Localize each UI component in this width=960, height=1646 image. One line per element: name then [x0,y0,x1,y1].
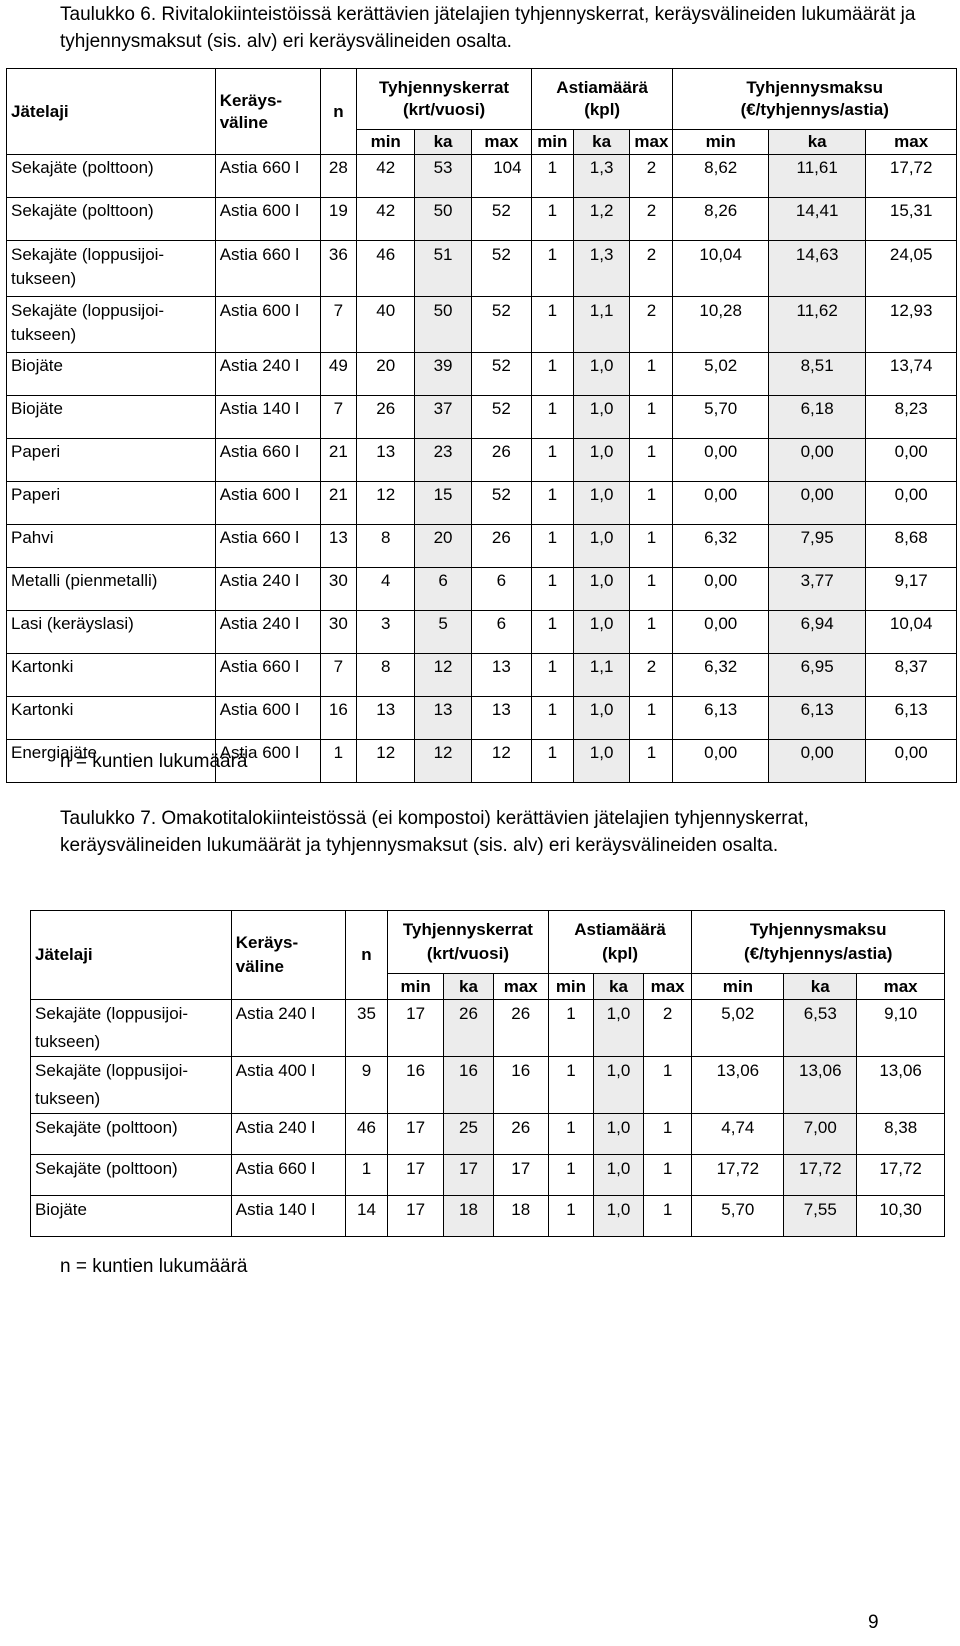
subheader-ka: ka [784,974,857,1000]
cell-kerrat-min: 16 [388,1057,444,1114]
cell-maksu-ka: 17,72 [784,1155,857,1196]
cell-kerrat-ka: 23 [415,439,472,482]
cell-kerrat-ka: 16 [444,1057,494,1114]
cell-kerrat-min: 46 [357,241,415,297]
cell-kerrat-min: 8 [357,525,415,568]
cell-astia-max: 1 [643,1057,692,1114]
cell-astia-ka: 1,0 [594,1057,644,1114]
cell-astia-ka: 1,0 [594,1000,644,1057]
header-astiamaara: Astiamäärä (kpl) [548,911,692,974]
cell-maksu-max: 0,00 [866,439,957,482]
table-row [7,611,957,654]
cell-astia-min: 1 [531,525,573,568]
cell-maksu-max: 8,38 [857,1114,945,1155]
cell-maksu-max: 12,93 [866,297,957,353]
page-number: 9 [868,1612,879,1633]
cell-maksu-min: 4,74 [692,1114,784,1155]
cell-kerrat-max: 6 [471,611,531,654]
subheader-min: min [673,130,768,155]
cell-astia-ka: 1,0 [594,1155,644,1196]
table-6 [6,68,957,783]
table-row [7,697,957,740]
cell-maksu-ka: 14,63 [768,241,865,297]
table-row [7,439,957,482]
table-row [31,1196,945,1237]
subheader-max: max [643,974,692,1000]
cell-astia-max: 1 [630,396,673,439]
table-row [7,297,957,353]
cell-astia-ka: 1,0 [573,568,630,611]
cell-maksu-min: 6,13 [673,697,768,740]
cell-kerrat-ka: 51 [415,241,472,297]
cell-astia-max: 1 [630,611,673,654]
cell-keraysvaline: Astia 140 l [215,396,320,439]
cell-astia-max: 2 [630,297,673,353]
table-row [7,241,957,297]
cell-kerrat-ka: 53 [415,155,472,198]
cell-jatelaji: Paperi [7,482,216,525]
cell-maksu-ka: 14,41 [768,198,865,241]
table-row [7,568,957,611]
cell-kerrat-ka: 12 [415,654,472,697]
header-tyhjennyskerrat: Tyhjennyskerrat (krt/vuosi) [357,69,532,130]
cell-maksu-max: 10,04 [866,611,957,654]
header-tyhjennyskerrat: Tyhjennyskerrat (krt/vuosi) [388,911,549,974]
cell-kerrat-min: 17 [388,1114,444,1155]
cell-jatelaji: Metalli (pienmetalli) [7,568,216,611]
cell-astia-ka: 1,2 [573,198,630,241]
cell-keraysvaline: Astia 400 l [231,1057,345,1114]
cell-maksu-min: 17,72 [692,1155,784,1196]
cell-astia-max: 1 [643,1155,692,1196]
cell-maksu-ka: 7,00 [784,1114,857,1155]
header-astiamaara: Astiamäärä (kpl) [531,69,673,130]
cell-jatelaji: Sekajäte (polttoon) [7,198,216,241]
cell-n: 21 [320,439,357,482]
cell-astia-max: 2 [630,241,673,297]
cell-astia-max: 1 [630,568,673,611]
cell-kerrat-min: 13 [357,439,415,482]
cell-maksu-min: 6,32 [673,654,768,697]
cell-maksu-min: 0,00 [673,568,768,611]
cell-kerrat-min: 12 [357,740,415,783]
cell-maksu-max: 8,68 [866,525,957,568]
cell-keraysvaline: Astia 660 l [215,241,320,297]
cell-maksu-min: 5,70 [673,396,768,439]
cell-astia-ka: 1,0 [594,1196,644,1237]
cell-kerrat-min: 42 [357,198,415,241]
cell-keraysvaline: Astia 600 l [215,697,320,740]
cell-astia-min: 1 [531,482,573,525]
cell-maksu-min: 0,00 [673,611,768,654]
cell-kerrat-max: 52 [471,396,531,439]
cell-maksu-max: 13,06 [857,1057,945,1114]
cell-maksu-ka: 11,61 [768,155,865,198]
cell-astia-max: 2 [630,654,673,697]
table-row [31,1155,945,1196]
subheader-min: min [692,974,784,1000]
subheader-ka: ka [768,130,865,155]
cell-astia-min: 1 [531,241,573,297]
cell-keraysvaline: Astia 660 l [215,525,320,568]
cell-kerrat-max: 52 [471,241,531,297]
cell-n: 28 [320,155,357,198]
cell-keraysvaline: Astia 660 l [231,1155,345,1196]
cell-astia-min: 1 [548,1196,593,1237]
cell-n: 9 [345,1057,387,1114]
cell-maksu-max: 8,23 [866,396,957,439]
cell-kerrat-ka: 15 [415,482,472,525]
cell-astia-max: 2 [630,155,673,198]
cell-kerrat-ka: 13 [415,697,472,740]
cell-n: 49 [320,353,357,396]
cell-astia-ka: 1,1 [573,654,630,697]
cell-astia-max: 1 [630,439,673,482]
cell-kerrat-ka: 25 [444,1114,494,1155]
cell-keraysvaline: Astia 600 l [215,482,320,525]
cell-astia-ka: 1,0 [573,611,630,654]
cell-kerrat-min: 17 [388,1000,444,1057]
cell-maksu-max: 17,72 [857,1155,945,1196]
cell-kerrat-max: 52 [471,353,531,396]
cell-n: 16 [320,697,357,740]
subheader-min: min [357,130,415,155]
cell-kerrat-min: 4 [357,568,415,611]
cell-maksu-ka: 0,00 [768,740,865,783]
cell-maksu-max: 15,31 [866,198,957,241]
cell-kerrat-min: 12 [357,482,415,525]
cell-jatelaji: Sekajäte (polttoon) [31,1114,232,1155]
cell-maksu-min: 6,32 [673,525,768,568]
subheader-min: min [548,974,593,1000]
cell-kerrat-min: 42 [357,155,415,198]
table-row [7,155,957,198]
table-row [7,353,957,396]
cell-kerrat-max: 26 [493,1000,548,1057]
cell-keraysvaline: Astia 600 l [215,740,320,783]
cell-kerrat-max: 52 [471,198,531,241]
cell-kerrat-ka: 50 [415,297,472,353]
cell-kerrat-max: 26 [471,525,531,568]
cell-astia-ka: 1,0 [573,353,630,396]
cell-astia-max: 1 [630,482,673,525]
table-7 [30,910,945,1237]
cell-maksu-min: 5,70 [692,1196,784,1237]
cell-astia-max: 1 [643,1114,692,1155]
cell-astia-min: 1 [548,1114,593,1155]
cell-astia-ka: 1,1 [573,297,630,353]
cell-jatelaji: Sekajäte (loppusijoi- tukseen) [7,297,216,353]
table-6-note: n = kuntien lukumäärä [60,751,248,772]
cell-astia-max: 1 [630,525,673,568]
cell-maksu-max: 9,17 [866,568,957,611]
cell-kerrat-max: 13 [471,654,531,697]
cell-maksu-ka: 0,00 [768,439,865,482]
cell-maksu-ka: 6,94 [768,611,865,654]
cell-kerrat-ka: 26 [444,1000,494,1057]
cell-n: 13 [320,525,357,568]
cell-maksu-ka: 6,13 [768,697,865,740]
cell-maksu-max: 6,13 [866,697,957,740]
cell-kerrat-ka: 12 [415,740,472,783]
table-header-row [31,911,945,974]
table-7-caption: Taulukko 7. Omakotitalokiinteistössä (ei kompostoi) kerättävien jätelajien tyhjennyskerrat, keräysvälineiden lukumäärät ja tyhjennysmaksut (sis. alv) eri keräysvälineiden osalta. [60,808,809,856]
subheader-ka: ka [573,130,630,155]
cell-astia-ka: 1,0 [573,740,630,783]
cell-astia-max: 1 [630,697,673,740]
cell-astia-min: 1 [531,155,573,198]
cell-kerrat-min: 3 [357,611,415,654]
cell-n: 14 [345,1196,387,1237]
cell-kerrat-max: 26 [493,1114,548,1155]
cell-n: 21 [320,482,357,525]
cell-kerrat-ka: 20 [415,525,472,568]
subheader-max: max [866,130,957,155]
table-row [7,654,957,697]
cell-astia-min: 1 [531,297,573,353]
cell-keraysvaline: Astia 240 l [215,353,320,396]
cell-maksu-min: 10,04 [673,241,768,297]
cell-kerrat-ka: 39 [415,353,472,396]
cell-maksu-max: 8,37 [866,654,957,697]
cell-maksu-min: 0,00 [673,740,768,783]
cell-jatelaji: Pahvi [7,525,216,568]
subheader-min: min [388,974,444,1000]
cell-kerrat-max: 18 [493,1196,548,1237]
cell-astia-ka: 1,0 [573,525,630,568]
subheader-min: min [531,130,573,155]
cell-kerrat-ka: 17 [444,1155,494,1196]
cell-maksu-min: 8,26 [673,198,768,241]
cell-maksu-ka: 6,53 [784,1000,857,1057]
cell-keraysvaline: Astia 660 l [215,439,320,482]
cell-maksu-ka: 11,62 [768,297,865,353]
cell-n: 36 [320,241,357,297]
table-row [7,198,957,241]
cell-jatelaji: Biojäte [7,396,216,439]
header-jatelaji: Jätelaji [7,69,216,155]
table-row [7,482,957,525]
header-keraysvaline: Keräys- väline [215,69,320,155]
cell-maksu-min: 10,28 [673,297,768,353]
cell-keraysvaline: Astia 240 l [231,1000,345,1057]
subheader-ka: ka [444,974,494,1000]
cell-astia-max: 2 [630,198,673,241]
cell-maksu-ka: 6,18 [768,396,865,439]
cell-keraysvaline: Astia 140 l [231,1196,345,1237]
cell-n: 7 [320,297,357,353]
cell-jatelaji: Biojäte [7,353,216,396]
table-row [31,1057,945,1114]
cell-keraysvaline: Astia 240 l [215,611,320,654]
cell-keraysvaline: Astia 660 l [215,155,320,198]
cell-maksu-max: 9,10 [857,1000,945,1057]
cell-kerrat-ka: 50 [415,198,472,241]
cell-keraysvaline: Astia 240 l [231,1114,345,1155]
cell-astia-min: 1 [531,198,573,241]
cell-keraysvaline: Astia 240 l [215,568,320,611]
cell-jatelaji: Kartonki [7,697,216,740]
cell-n: 46 [345,1114,387,1155]
subheader-ka: ka [594,974,644,1000]
cell-maksu-min: 0,00 [673,439,768,482]
cell-keraysvaline: Astia 660 l [215,654,320,697]
table-7-note: n = kuntien lukumäärä [60,1256,248,1277]
subheader-max: max [857,974,945,1000]
cell-n: 7 [320,654,357,697]
cell-kerrat-ka: 37 [415,396,472,439]
header-tyhjennysmaksu: Tyhjennysmaksu (€/tyhjennys/astia) [673,69,957,130]
cell-jatelaji: Sekajäte (loppusijoi- tukseen) [7,241,216,297]
cell-kerrat-max: 52 [471,297,531,353]
cell-astia-min: 1 [531,439,573,482]
cell-maksu-max: 13,74 [866,353,957,396]
cell-maksu-ka: 8,51 [768,353,865,396]
cell-maksu-max: 0,00 [866,482,957,525]
cell-maksu-ka: 0,00 [768,482,865,525]
cell-kerrat-min: 40 [357,297,415,353]
cell-n: 19 [320,198,357,241]
cell-astia-min: 1 [531,697,573,740]
cell-keraysvaline: Astia 600 l [215,198,320,241]
cell-maksu-min: 13,06 [692,1057,784,1114]
cell-maksu-ka: 7,55 [784,1196,857,1237]
header-n: n [320,69,357,155]
cell-astia-min: 1 [531,611,573,654]
cell-astia-min: 1 [548,1000,593,1057]
cell-maksu-min: 5,02 [692,1000,784,1057]
table-row [7,396,957,439]
cell-kerrat-ka: 18 [444,1196,494,1237]
cell-maksu-max: 24,05 [866,241,957,297]
cell-maksu-min: 5,02 [673,353,768,396]
cell-astia-min: 1 [531,353,573,396]
subheader-max: max [630,130,673,155]
header-jatelaji: Jätelaji [35,945,93,964]
cell-n: 7 [320,396,357,439]
cell-kerrat-max: 12 [471,740,531,783]
cell-maksu-min: 0,00 [673,482,768,525]
cell-maksu-min: 8,62 [673,155,768,198]
cell-kerrat-max: 26 [471,439,531,482]
subheader-max: max [471,130,531,155]
cell-astia-ka: 1,0 [573,482,630,525]
cell-astia-ka: 1,0 [573,396,630,439]
cell-kerrat-min: 17 [388,1196,444,1237]
cell-kerrat-max: 16 [493,1057,548,1114]
cell-maksu-max: 17,72 [866,155,957,198]
cell-keraysvaline: Astia 600 l [215,297,320,353]
cell-astia-max: 1 [643,1196,692,1237]
cell-kerrat-min: 8 [357,654,415,697]
cell-astia-ka: 1,0 [594,1114,644,1155]
cell-astia-max: 1 [630,353,673,396]
cell-astia-ka: 1,3 [573,155,630,198]
cell-jatelaji: Lasi (keräyslasi) [7,611,216,654]
cell-kerrat-max: 13 [471,697,531,740]
cell-maksu-ka: 7,95 [768,525,865,568]
cell-kerrat-ka: 5 [415,611,472,654]
cell-astia-min: 1 [531,568,573,611]
cell-astia-min: 1 [531,654,573,697]
subheader-ka: ka [415,130,472,155]
cell-kerrat-max: 17 [493,1155,548,1196]
cell-maksu-ka: 3,77 [768,568,865,611]
cell-jatelaji: Sekajäte (loppusijoi- tukseen) [31,1000,232,1057]
cell-kerrat-min: 26 [357,396,415,439]
cell-astia-min: 1 [531,396,573,439]
cell-jatelaji: Sekajäte (polttoon) [7,155,216,198]
cell-maksu-ka: 13,06 [784,1057,857,1114]
cell-astia-min: 1 [548,1155,593,1196]
table-6-caption: Taulukko 6. Rivitalokiinteistöissä kerättävien jätelajien tyhjennyskerrat, keräysvälineiden lukumäärät ja tyhjennysmaksut (sis. alv) eri keräysvälineiden osalta. [60,4,916,52]
cell-maksu-max: 0,00 [866,740,957,783]
cell-astia-max: 1 [630,740,673,783]
cell-astia-ka: 1,3 [573,241,630,297]
cell-kerrat-max: 6 [471,568,531,611]
cell-n: 30 [320,611,357,654]
cell-astia-max: 2 [643,1000,692,1057]
header-keraysvaline: Keräys- väline [231,911,345,1000]
cell-jatelaji: Biojäte [31,1196,232,1237]
table-row [31,1114,945,1155]
header-n: n [345,911,387,1000]
cell-astia-min: 1 [531,740,573,783]
cell-maksu-ka: 6,95 [768,654,865,697]
table-row [7,525,957,568]
header-tyhjennysmaksu: Tyhjennysmaksu (€/tyhjennys/astia) [692,911,945,974]
cell-maksu-max: 10,30 [857,1196,945,1237]
subheader-max: max [493,974,548,1000]
cell-jatelaji: Sekajäte (polttoon) [31,1155,232,1196]
cell-kerrat-max: 104 [471,155,531,198]
cell-n: 1 [320,740,357,783]
cell-kerrat-min: 13 [357,697,415,740]
cell-n: 35 [345,1000,387,1057]
cell-n: 1 [345,1155,387,1196]
cell-kerrat-max: 52 [471,482,531,525]
cell-astia-ka: 1,0 [573,439,630,482]
cell-kerrat-min: 20 [357,353,415,396]
cell-jatelaji: Energiajäte [7,740,216,783]
cell-jatelaji: Sekajäte (loppusijoi- tukseen) [31,1057,232,1114]
cell-n: 30 [320,568,357,611]
table-row [31,1000,945,1057]
table-header-row [7,69,957,130]
cell-jatelaji: Kartonki [7,654,216,697]
cell-jatelaji: Paperi [7,439,216,482]
cell-kerrat-ka: 6 [415,568,472,611]
cell-astia-min: 1 [548,1057,593,1114]
cell-astia-ka: 1,0 [573,697,630,740]
cell-kerrat-min: 17 [388,1155,444,1196]
